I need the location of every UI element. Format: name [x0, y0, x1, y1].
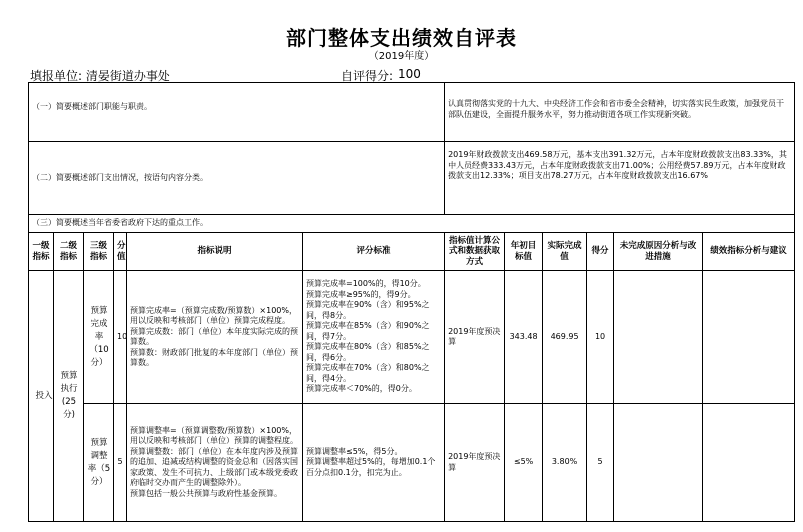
table-row	[29, 404, 795, 522]
indicator-description: 预算调整率=（预算调整数/预算数）×100%，用以反映和考核部门（单位）预算的调整程度。 预算调整数：部门（单位）在本年度内涉及预算的追加、追减或结构调整的资金总和（因落实国家政策、发生不可抗力、上级部门或本级党委政府临时交办而产生的调整除外）。 预算包括一般公共预算与政府性基金预算。	[127, 404, 303, 522]
self-score-value: 100	[398, 67, 421, 81]
section-label: （三）简要概述当年省委省政府下达的重点工作。	[29, 215, 795, 233]
scoring-standard: 预算调整率≤5%，得5分。 预算调整率超过5%的，每增加0.1个百分点扣0.1分，扣完为止。	[303, 404, 445, 522]
column-header: 指标说明	[127, 233, 303, 271]
score-value: 5	[587, 404, 614, 522]
self-score-label: 自评得分:	[341, 69, 394, 83]
evaluation-sheet	[28, 82, 794, 522]
level2-cell	[54, 271, 84, 522]
column-header: 三级指标	[84, 233, 114, 271]
section-row	[29, 83, 795, 142]
data-source: 2019年度预决算	[445, 404, 505, 522]
weight-cell: 5	[114, 404, 127, 522]
column-header: 实际完成值	[543, 233, 587, 271]
column-header: 绩效指标分析与建议	[703, 233, 795, 271]
level1-cell	[29, 271, 54, 522]
target-value: ≤5%	[505, 404, 543, 522]
reporting-unit: 填报单位: 清晏街道办事处	[30, 69, 170, 83]
actual-value: 469.95	[543, 271, 587, 404]
data-source: 2019年度预决算	[445, 271, 505, 404]
score-value: 10	[587, 271, 614, 404]
actual-value: 3.80%	[543, 404, 587, 522]
column-header: 二级指标	[54, 233, 84, 271]
column-header: 评分标准	[303, 233, 445, 271]
column-header: 年初目标值	[505, 233, 543, 271]
level3-cell	[84, 271, 114, 404]
reason-cell	[614, 404, 703, 522]
weight-cell: 10	[114, 271, 127, 404]
page-title: 部门整体支出绩效自评表	[286, 26, 517, 50]
section-content: 2019年财政拨款支出469.58万元，基本支出391.32万元，占本年度财政拨款支出83.33%，其中人员经费333.43万元，占本年度财政拨款支出71.00%；公用经费57.89万元，占本年度财政拨款支出12.33%；项目支出78.27万元，占本年度财政拨款支出16.67%	[445, 142, 795, 215]
column-header: 指标值计算公式和数据获取方式	[445, 233, 505, 271]
level3-text: 预算调整率（5分）	[87, 437, 111, 487]
column-header: 得分	[587, 233, 614, 271]
section-row	[29, 142, 795, 215]
section-label: （二）简要概述部门支出情况，按语句内容分类。	[29, 142, 445, 215]
level2-text: 预算执行(25分)	[60, 371, 78, 420]
reason-cell	[614, 271, 703, 404]
column-header: 分值	[114, 233, 127, 271]
page-subtitle: （2019年度）	[368, 51, 435, 62]
section-row	[29, 215, 795, 233]
advice-cell	[703, 271, 795, 404]
section-content: 认真贯彻落实党的十九大、中央经济工作会和省市委全会精神，切实落实民生政策，加强党员干部队伍建设，全面提升服务水平，努力推动街道各项工作实现新突破。	[445, 83, 795, 142]
indicator-description: 预算完成率=（预算完成数/预算数）×100%，用以反映和考核部门（单位）预算完成程度。 预算完成数：部门（单位）本年度实际完成的预算数。 预算数：财政部门批复的本年度部门（单位）预算数。	[127, 271, 303, 404]
target-value: 343.48	[505, 271, 543, 404]
column-header: 一级指标	[29, 233, 54, 271]
section-label: （一）简要概述部门职能与职责。	[29, 83, 445, 142]
level1-text: 投入	[35, 390, 53, 401]
scoring-standard: 预算完成率=100%的，得10分。 预算完成率≥95%的，得9分。 预算完成率在90%（含）和95%之间，得8分。 预算完成率在85%（含）和90%之间，得7分。 预算完成率在80%（含）和85%之间，得6分。 预算完成率在70%（含）和80%之间，得4分。 预算完成率＜70%的，得0分。	[303, 271, 445, 404]
evaluation-table	[28, 82, 795, 522]
level3-text: 预算完成率（10分）	[89, 305, 109, 368]
level3-cell	[84, 404, 114, 522]
advice-cell	[703, 404, 795, 522]
header-row	[29, 233, 795, 271]
column-header: 未完成原因分析与改进措施	[614, 233, 703, 271]
table-row	[29, 271, 795, 404]
